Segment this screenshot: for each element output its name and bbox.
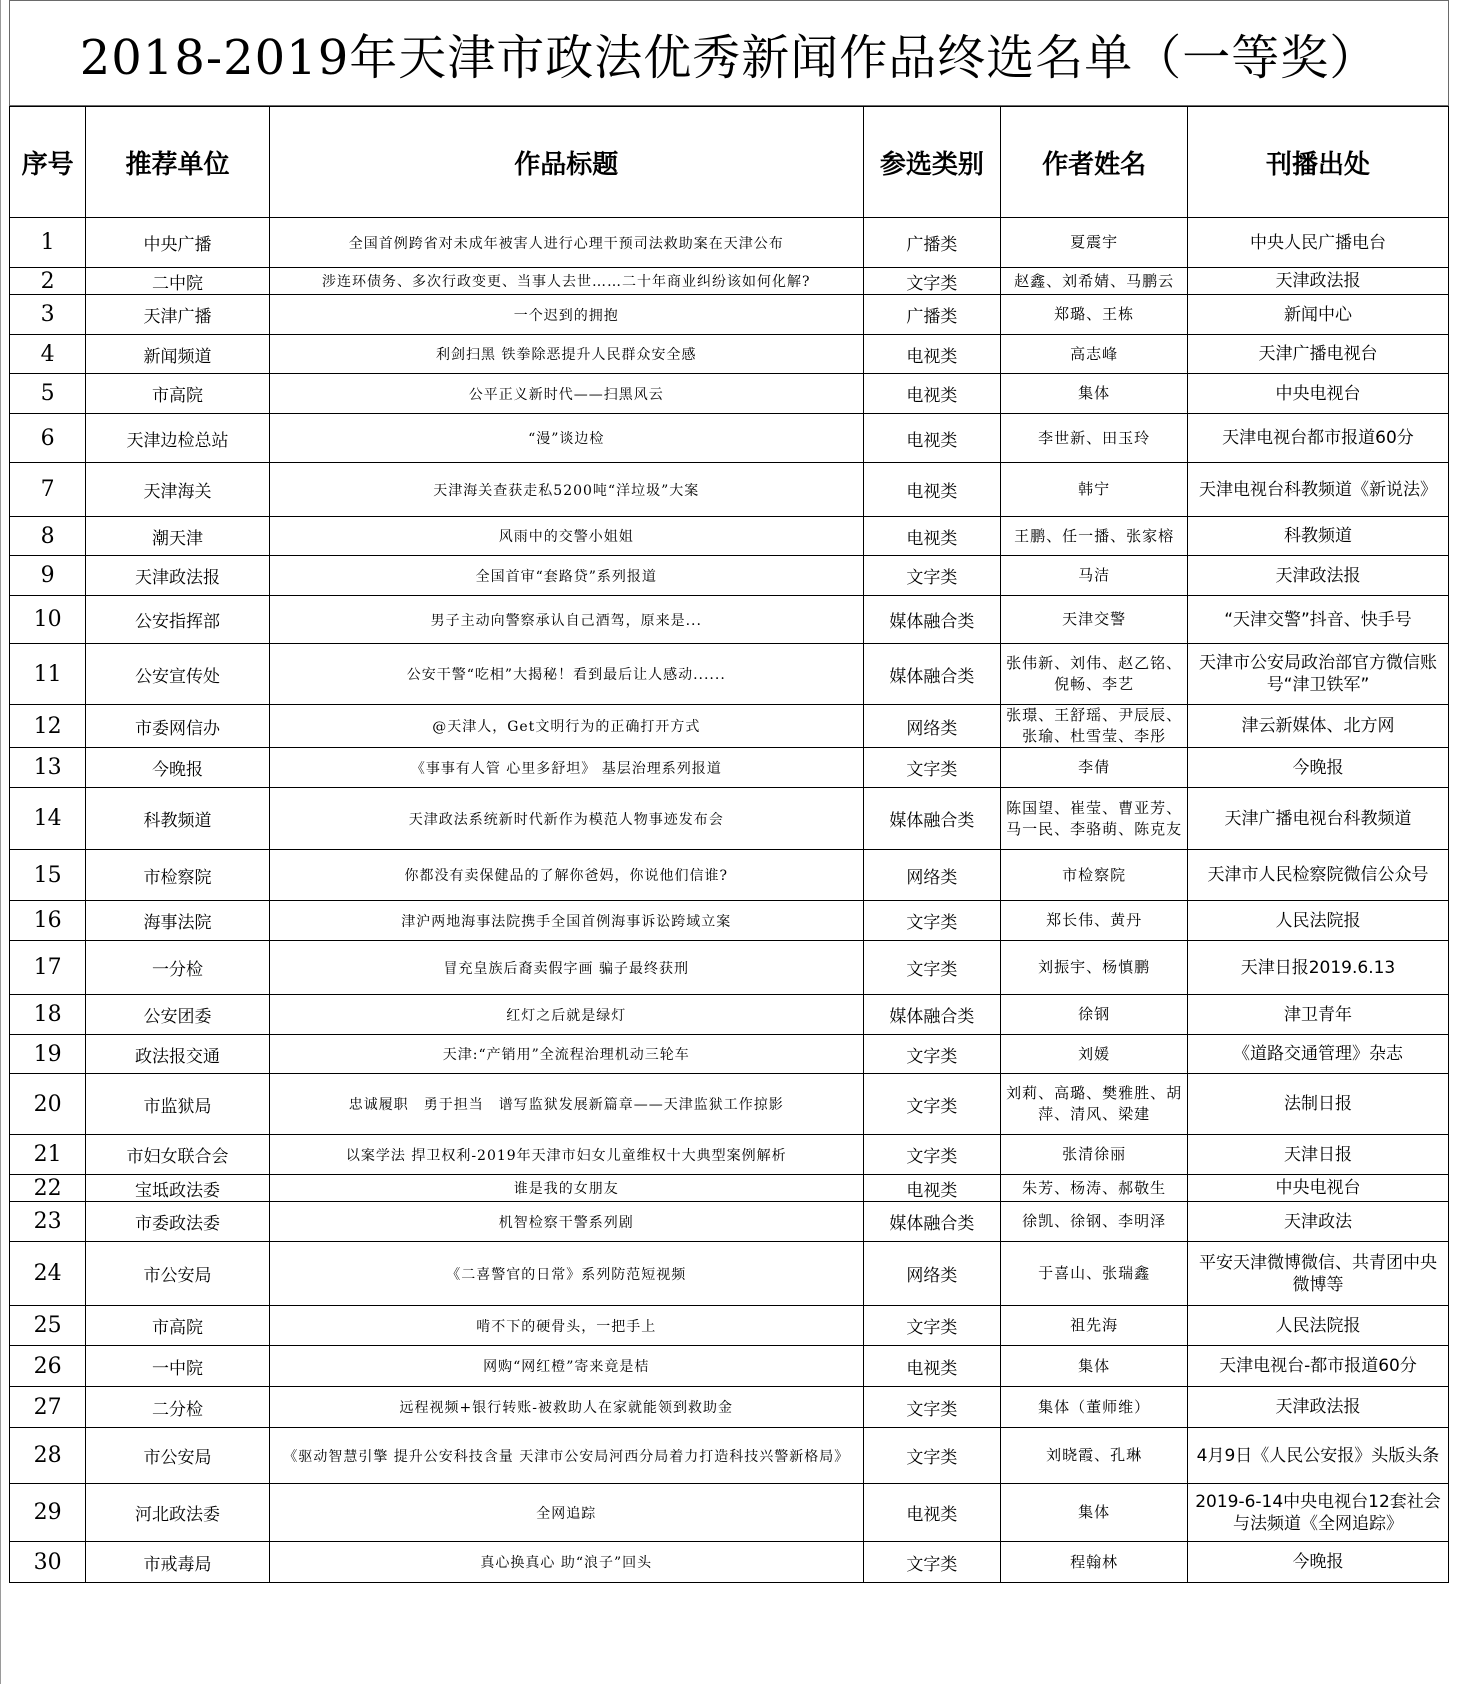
recommending-unit: 市妇女联合会	[86, 1135, 270, 1175]
author-names: 集体	[1001, 1484, 1188, 1542]
table-row	[10, 1306, 1449, 1346]
entry-category: 文字类	[863, 1035, 1000, 1074]
table-row	[10, 1346, 1449, 1387]
publication-source: 天津政法报	[1188, 556, 1449, 596]
author-names: 刘莉、高璐、樊雅胜、胡萍、清风、梁建	[1001, 1074, 1188, 1135]
row-number: 25	[10, 1306, 86, 1346]
work-title: 公平正义新时代——扫黑风云	[269, 374, 863, 414]
author-names: 集体	[1001, 1346, 1188, 1387]
recommending-unit: 潮天津	[86, 517, 270, 556]
entry-category: 电视类	[863, 1346, 1000, 1387]
award-table	[9, 106, 1449, 1583]
publication-source: 天津市人民检察院微信公众号	[1188, 850, 1449, 901]
work-title: 天津政法系统新时代新作为模范人物事迹发布会	[269, 788, 863, 850]
recommending-unit: 海事法院	[86, 901, 270, 941]
publication-source: 中央电视台	[1188, 374, 1449, 414]
recommending-unit: 一中院	[86, 1346, 270, 1387]
author-names: 程翰林	[1001, 1542, 1188, 1583]
recommending-unit: 市委网信办	[86, 705, 270, 748]
table-row	[10, 1242, 1449, 1306]
row-number: 20	[10, 1074, 86, 1135]
work-title: 远程视频+银行转账-被救助人在家就能领到救助金	[269, 1387, 863, 1428]
recommending-unit: 新闻频道	[86, 335, 270, 374]
work-title: 《二喜警官的日常》系列防范短视频	[269, 1242, 863, 1306]
table-row	[10, 705, 1449, 748]
author-names: 刘晓霞、孔琳	[1001, 1428, 1188, 1484]
table-row	[10, 995, 1449, 1035]
header-number: 序号	[10, 107, 86, 218]
author-names: 于喜山、张瑞鑫	[1001, 1242, 1188, 1306]
table-row	[10, 644, 1449, 705]
header-source: 刊播出处	[1188, 107, 1449, 218]
recommending-unit: 市高院	[86, 374, 270, 414]
row-number: 4	[10, 335, 86, 374]
work-title: 红灯之后就是绿灯	[269, 995, 863, 1035]
entry-category: 广播类	[863, 295, 1000, 335]
work-title: 你都没有卖保健品的了解你爸妈，你说他们信谁?	[269, 850, 863, 901]
publication-source: 中央电视台	[1188, 1175, 1449, 1202]
work-title: 风雨中的交警小姐姐	[269, 517, 863, 556]
work-title: 《驱动智慧引擎 提升公安科技含量 天津市公安局河西分局着力打造科技兴警新格局》	[269, 1428, 863, 1484]
publication-source: 天津广播电视台科教频道	[1188, 788, 1449, 850]
row-number: 10	[10, 596, 86, 644]
row-number: 14	[10, 788, 86, 850]
row-number: 23	[10, 1202, 86, 1242]
author-names: 李世新、田玉玲	[1001, 414, 1188, 463]
author-names: 刘振宇、杨慎鹏	[1001, 941, 1188, 995]
row-number: 15	[10, 850, 86, 901]
publication-source: 人民法院报	[1188, 901, 1449, 941]
author-names: 郑长伟、黄丹	[1001, 901, 1188, 941]
work-title: 利剑扫黑 铁拳除恶提升人民群众安全感	[269, 335, 863, 374]
recommending-unit: 公安团委	[86, 995, 270, 1035]
entry-category: 媒体融合类	[863, 596, 1000, 644]
table-row	[10, 1202, 1449, 1242]
publication-source: 天津政法报	[1188, 268, 1449, 295]
work-title: 公安干警“吃相”大揭秘！看到最后让人感动......	[269, 644, 863, 705]
entry-category: 文字类	[863, 748, 1000, 788]
recommending-unit: 一分检	[86, 941, 270, 995]
page-title: 2018-2019年天津市政法优秀新闻作品终选名单（一等奖）	[9, 0, 1449, 106]
entry-category: 电视类	[863, 1484, 1000, 1542]
recommending-unit: 市公安局	[86, 1428, 270, 1484]
publication-source: 今晚报	[1188, 1542, 1449, 1583]
header-work-title: 作品标题	[269, 107, 863, 218]
row-number: 16	[10, 901, 86, 941]
row-number: 6	[10, 414, 86, 463]
row-number: 1	[10, 218, 86, 268]
row-number: 2	[10, 268, 86, 295]
publication-source: 天津政法	[1188, 1202, 1449, 1242]
work-title: 真心换真心 助“浪子”回头	[269, 1542, 863, 1583]
entry-category: 媒体融合类	[863, 995, 1000, 1035]
entry-category: 媒体融合类	[863, 644, 1000, 705]
publication-source: 今晚报	[1188, 748, 1449, 788]
entry-category: 网络类	[863, 850, 1000, 901]
author-names: 郑璐、王栋	[1001, 295, 1188, 335]
table-body	[10, 218, 1449, 1583]
work-title: 机智检察干警系列剧	[269, 1202, 863, 1242]
table-row	[10, 901, 1449, 941]
author-names: 韩宁	[1001, 463, 1188, 517]
header-category: 参选类别	[863, 107, 1000, 218]
recommending-unit: 二中院	[86, 268, 270, 295]
entry-category: 文字类	[863, 1542, 1000, 1583]
publication-source: 天津市公安局政治部官方微信账号“津卫铁军”	[1188, 644, 1449, 705]
author-names: 市检察院	[1001, 850, 1188, 901]
work-title: 天津海关查获走私5200吨“洋垃圾”大案	[269, 463, 863, 517]
author-names: 夏震宇	[1001, 218, 1188, 268]
recommending-unit: 市高院	[86, 1306, 270, 1346]
entry-category: 电视类	[863, 374, 1000, 414]
table-row	[10, 1135, 1449, 1175]
publication-source: 天津日报	[1188, 1135, 1449, 1175]
table-row	[10, 335, 1449, 374]
author-names: 赵鑫、刘希婧、马鹏云	[1001, 268, 1188, 295]
recommending-unit: 市公安局	[86, 1242, 270, 1306]
recommending-unit: 公安宣传处	[86, 644, 270, 705]
author-names: 马洁	[1001, 556, 1188, 596]
publication-source: 天津电视台-都市报道60分	[1188, 1346, 1449, 1387]
recommending-unit: 市戒毒局	[86, 1542, 270, 1583]
author-names: 陈国望、崔莹、曹亚芳、马一民、李骆萌、陈克友	[1001, 788, 1188, 850]
row-number: 13	[10, 748, 86, 788]
author-names: 天津交警	[1001, 596, 1188, 644]
row-number: 26	[10, 1346, 86, 1387]
work-title: 全国首例跨省对未成年被害人进行心理干预司法救助案在天津公布	[269, 218, 863, 268]
author-names: 高志峰	[1001, 335, 1188, 374]
entry-category: 文字类	[863, 1428, 1000, 1484]
table-row	[10, 850, 1449, 901]
work-title: 全网追踪	[269, 1484, 863, 1542]
row-number: 27	[10, 1387, 86, 1428]
row-number: 8	[10, 517, 86, 556]
publication-source: 天津电视台科教频道《新说法》	[1188, 463, 1449, 517]
entry-category: 媒体融合类	[863, 788, 1000, 850]
header-unit: 推荐单位	[86, 107, 270, 218]
entry-category: 电视类	[863, 414, 1000, 463]
row-number: 5	[10, 374, 86, 414]
entry-category: 文字类	[863, 1074, 1000, 1135]
table-row	[10, 596, 1449, 644]
work-title: 网购“网红橙”寄来竟是桔	[269, 1346, 863, 1387]
row-number: 17	[10, 941, 86, 995]
row-number: 12	[10, 705, 86, 748]
header-author: 作者姓名	[1001, 107, 1188, 218]
entry-category: 电视类	[863, 335, 1000, 374]
publication-source: “天津交警”抖音、快手号	[1188, 596, 1449, 644]
table-row	[10, 1035, 1449, 1074]
row-number: 30	[10, 1542, 86, 1583]
author-names: 刘媛	[1001, 1035, 1188, 1074]
header-row	[10, 107, 1449, 218]
table-row	[10, 1175, 1449, 1202]
publication-source: 4月9日《人民公安报》头版头条	[1188, 1428, 1449, 1484]
work-title: 涉连环债务、多次行政变更、当事人去世……二十年商业纠纷该如何化解?	[269, 268, 863, 295]
publication-source: 天津电视台都市报道60分	[1188, 414, 1449, 463]
row-number: 18	[10, 995, 86, 1035]
table-row	[10, 463, 1449, 517]
author-names: 张伟新、刘伟、赵乙铭、倪畅、李艺	[1001, 644, 1188, 705]
table-row	[10, 1542, 1449, 1583]
entry-category: 网络类	[863, 1242, 1000, 1306]
table-row	[10, 1484, 1449, 1542]
row-number: 29	[10, 1484, 86, 1542]
table-row	[10, 295, 1449, 335]
author-names: 祖先海	[1001, 1306, 1188, 1346]
publication-source: 科教频道	[1188, 517, 1449, 556]
table-row	[10, 218, 1449, 268]
work-title: 一个迟到的拥抱	[269, 295, 863, 335]
table-row	[10, 556, 1449, 596]
work-title: 津沪两地海事法院携手全国首例海事诉讼跨域立案	[269, 901, 863, 941]
table-row	[10, 788, 1449, 850]
row-number: 28	[10, 1428, 86, 1484]
entry-category: 文字类	[863, 901, 1000, 941]
table-row	[10, 1387, 1449, 1428]
work-title: 以案学法 捍卫权利-2019年天津市妇女儿童维权十大典型案例解析	[269, 1135, 863, 1175]
publication-source: 天津广播电视台	[1188, 335, 1449, 374]
row-number: 22	[10, 1175, 86, 1202]
entry-category: 文字类	[863, 941, 1000, 995]
recommending-unit: 科教频道	[86, 788, 270, 850]
publication-source: 中央人民广播电台	[1188, 218, 1449, 268]
publication-source: 人民法院报	[1188, 1306, 1449, 1346]
entry-category: 文字类	[863, 1135, 1000, 1175]
work-title: 《事事有人管 心里多舒坦》 基层治理系列报道	[269, 748, 863, 788]
publication-source: 津云新媒体、北方网	[1188, 705, 1449, 748]
publication-source: 天津日报2019.6.13	[1188, 941, 1449, 995]
publication-source: 新闻中心	[1188, 295, 1449, 335]
row-number: 9	[10, 556, 86, 596]
table-row	[10, 268, 1449, 295]
author-names: 朱芳、杨涛、郝敬生	[1001, 1175, 1188, 1202]
recommending-unit: 天津政法报	[86, 556, 270, 596]
recommending-unit: 市监狱局	[86, 1074, 270, 1135]
author-names: 张璟、王舒瑶、尹辰辰、张瑜、杜雪莹、李彤	[1001, 705, 1188, 748]
recommending-unit: 宝坻政法委	[86, 1175, 270, 1202]
recommending-unit: 天津边检总站	[86, 414, 270, 463]
entry-category: 媒体融合类	[863, 1202, 1000, 1242]
row-number: 7	[10, 463, 86, 517]
work-title: 忠诚履职 勇于担当 谱写监狱发展新篇章——天津监狱工作掠影	[269, 1074, 863, 1135]
table-row	[10, 517, 1449, 556]
entry-category: 广播类	[863, 218, 1000, 268]
table-row	[10, 941, 1449, 995]
entry-category: 文字类	[863, 1306, 1000, 1346]
recommending-unit: 市检察院	[86, 850, 270, 901]
row-number: 19	[10, 1035, 86, 1074]
recommending-unit: 天津广播	[86, 295, 270, 335]
author-names: 王鹏、任一播、张家榕	[1001, 517, 1188, 556]
entry-category: 文字类	[863, 268, 1000, 295]
recommending-unit: 河北政法委	[86, 1484, 270, 1542]
table-row	[10, 748, 1449, 788]
recommending-unit: 二分检	[86, 1387, 270, 1428]
row-number: 24	[10, 1242, 86, 1306]
work-title: 冒充皇族后裔卖假字画 骗子最终获刑	[269, 941, 863, 995]
entry-category: 文字类	[863, 1387, 1000, 1428]
work-title: 全国首审“套路贷”系列报道	[269, 556, 863, 596]
recommending-unit: 今晚报	[86, 748, 270, 788]
row-number: 3	[10, 295, 86, 335]
publication-source: 法制日报	[1188, 1074, 1449, 1135]
work-title: 天津:“产销用”全流程治理机动三轮车	[269, 1035, 863, 1074]
entry-category: 电视类	[863, 1175, 1000, 1202]
recommending-unit: 市委政法委	[86, 1202, 270, 1242]
author-names: 李倩	[1001, 748, 1188, 788]
publication-source: 平安天津微博微信、共青团中央微博等	[1188, 1242, 1449, 1306]
publication-source: 《道路交通管理》杂志	[1188, 1035, 1449, 1074]
recommending-unit: 政法报交通	[86, 1035, 270, 1074]
recommending-unit: 天津海关	[86, 463, 270, 517]
row-number: 21	[10, 1135, 86, 1175]
row-number: 11	[10, 644, 86, 705]
recommending-unit: 中央广播	[86, 218, 270, 268]
entry-category: 电视类	[863, 463, 1000, 517]
recommending-unit: 公安指挥部	[86, 596, 270, 644]
table-row	[10, 414, 1449, 463]
author-names: 徐钢	[1001, 995, 1188, 1035]
work-title: “漫”谈边检	[269, 414, 863, 463]
work-title: 男子主动向警察承认自己酒驾，原来是...	[269, 596, 863, 644]
author-names: 集体（董师维）	[1001, 1387, 1188, 1428]
entry-category: 网络类	[863, 705, 1000, 748]
publication-source: 天津政法报	[1188, 1387, 1449, 1428]
publication-source: 2019-6-14中央电视台12套社会与法频道《全网追踪》	[1188, 1484, 1449, 1542]
work-title: 谁是我的女朋友	[269, 1175, 863, 1202]
table-row	[10, 1428, 1449, 1484]
work-title: 啃不下的硬骨头，一把手上	[269, 1306, 863, 1346]
author-names: 集体	[1001, 374, 1188, 414]
entry-category: 文字类	[863, 556, 1000, 596]
entry-category: 电视类	[863, 517, 1000, 556]
publication-source: 津卫青年	[1188, 995, 1449, 1035]
table-row	[10, 1074, 1449, 1135]
author-names: 徐凯、徐钢、李明泽	[1001, 1202, 1188, 1242]
work-title: @天津人，Get文明行为的正确打开方式	[269, 705, 863, 748]
table-row	[10, 374, 1449, 414]
author-names: 张清徐丽	[1001, 1135, 1188, 1175]
